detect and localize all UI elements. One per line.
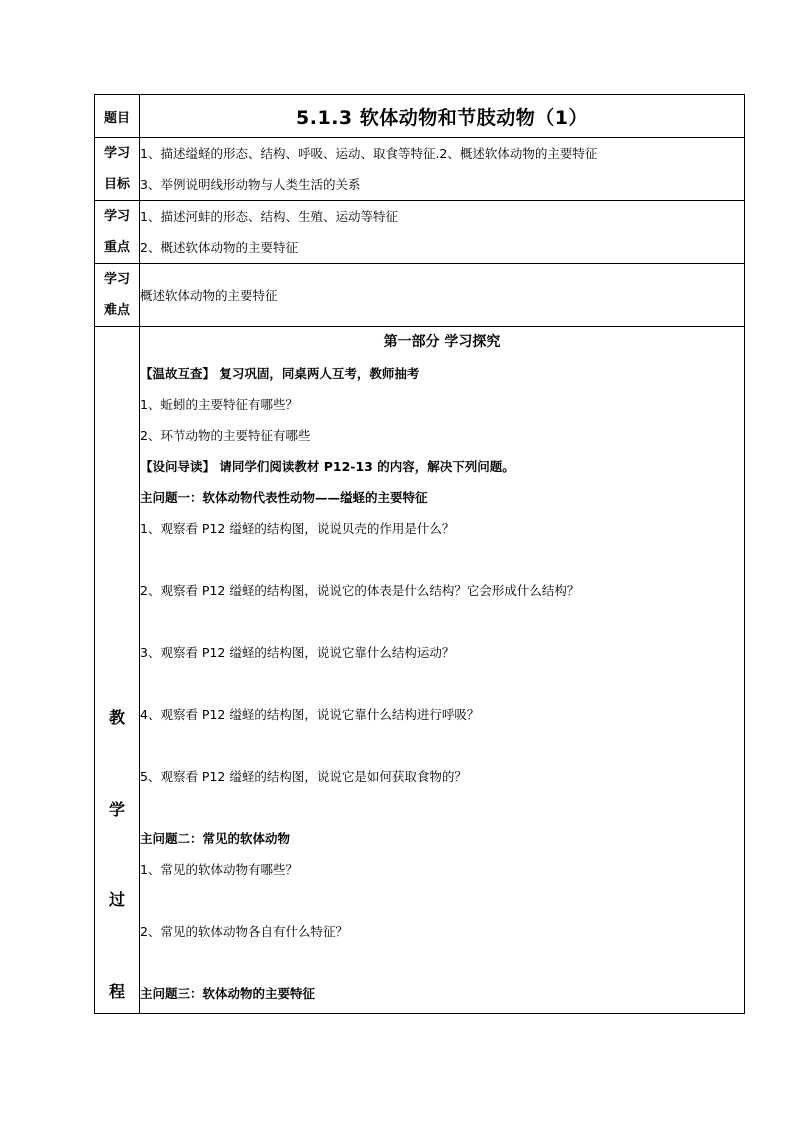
goals-row — [95, 138, 745, 201]
guide-heading: 【设问导读】 请同学们阅读教材 P12-13 的内容，解决下列问题。 — [140, 459, 515, 474]
goal-line: 3、举例说明线形动物与人类生活的关系 — [140, 177, 361, 192]
section-title: 第一部分 学习探究 — [383, 334, 501, 350]
topic2-question: 2、常见的软体动物各自有什么特征？ — [140, 924, 348, 939]
key-points-label: 学习 重点 — [95, 201, 140, 264]
goals-content — [140, 138, 745, 201]
topic3-heading: 主问题三：软体动物的主要特征 — [140, 986, 316, 1001]
difficulty-row — [95, 264, 745, 327]
key-point-line: 1、描述河蚌的形态、结构、生殖、运动等特征 — [140, 209, 398, 224]
review-item: 2、环节动物的主要特征有哪些 — [140, 428, 311, 443]
title-label: 题目 — [95, 95, 140, 138]
lesson-title: 5.1.3 软体动物和节肢动物（1） — [140, 95, 745, 138]
goal-line: 1、描述缢蛏的形态、结构、呼吸、运动、取食等特征.2、概述软体动物的主要特征 — [140, 146, 598, 161]
topic2-heading: 主问题二：常见的软体动物 — [140, 831, 291, 846]
lesson-plan-table — [94, 94, 745, 1014]
goals-label: 学习 目标 — [95, 138, 140, 201]
topic2-question: 1、常见的软体动物有哪些？ — [140, 862, 298, 877]
topic1-question: 2、观察看 P12 缢蛏的结构图，说说它的体表是什么结构？它会形成什么结构？ — [140, 583, 580, 598]
review-item: 1、蚯蚓的主要特征有哪些？ — [140, 397, 298, 412]
process-content — [140, 327, 745, 1014]
key-point-line: 2、概述软体动物的主要特征 — [140, 240, 298, 255]
topic1-heading: 主问题一：软体动物代表性动物——缢蛏的主要特征 — [140, 490, 428, 505]
key-points-content — [140, 201, 745, 264]
review-heading: 【温故互查】 复习巩固，同桌两人互考，教师抽考 — [140, 366, 420, 381]
process-label: 教 学 过 程 — [95, 327, 140, 1014]
topic1-question: 1、观察看 P12 缢蛏的结构图，说说贝壳的作用是什么？ — [140, 521, 455, 536]
difficulty-label: 学习 难点 — [95, 264, 140, 327]
key-points-row — [95, 201, 745, 264]
topic1-question: 4、观察看 P12 缢蛏的结构图，说说它靠什么结构进行呼吸？ — [140, 707, 480, 722]
difficulty-content: 概述软体动物的主要特征 — [140, 264, 745, 327]
process-row — [95, 327, 745, 1014]
title-row — [95, 95, 745, 138]
topic1-question: 3、观察看 P12 缢蛏的结构图，说说它靠什么结构运动？ — [140, 645, 455, 660]
topic1-question: 5、观察看 P12 缢蛏的结构图，说说它是如何获取食物的？ — [140, 769, 467, 784]
